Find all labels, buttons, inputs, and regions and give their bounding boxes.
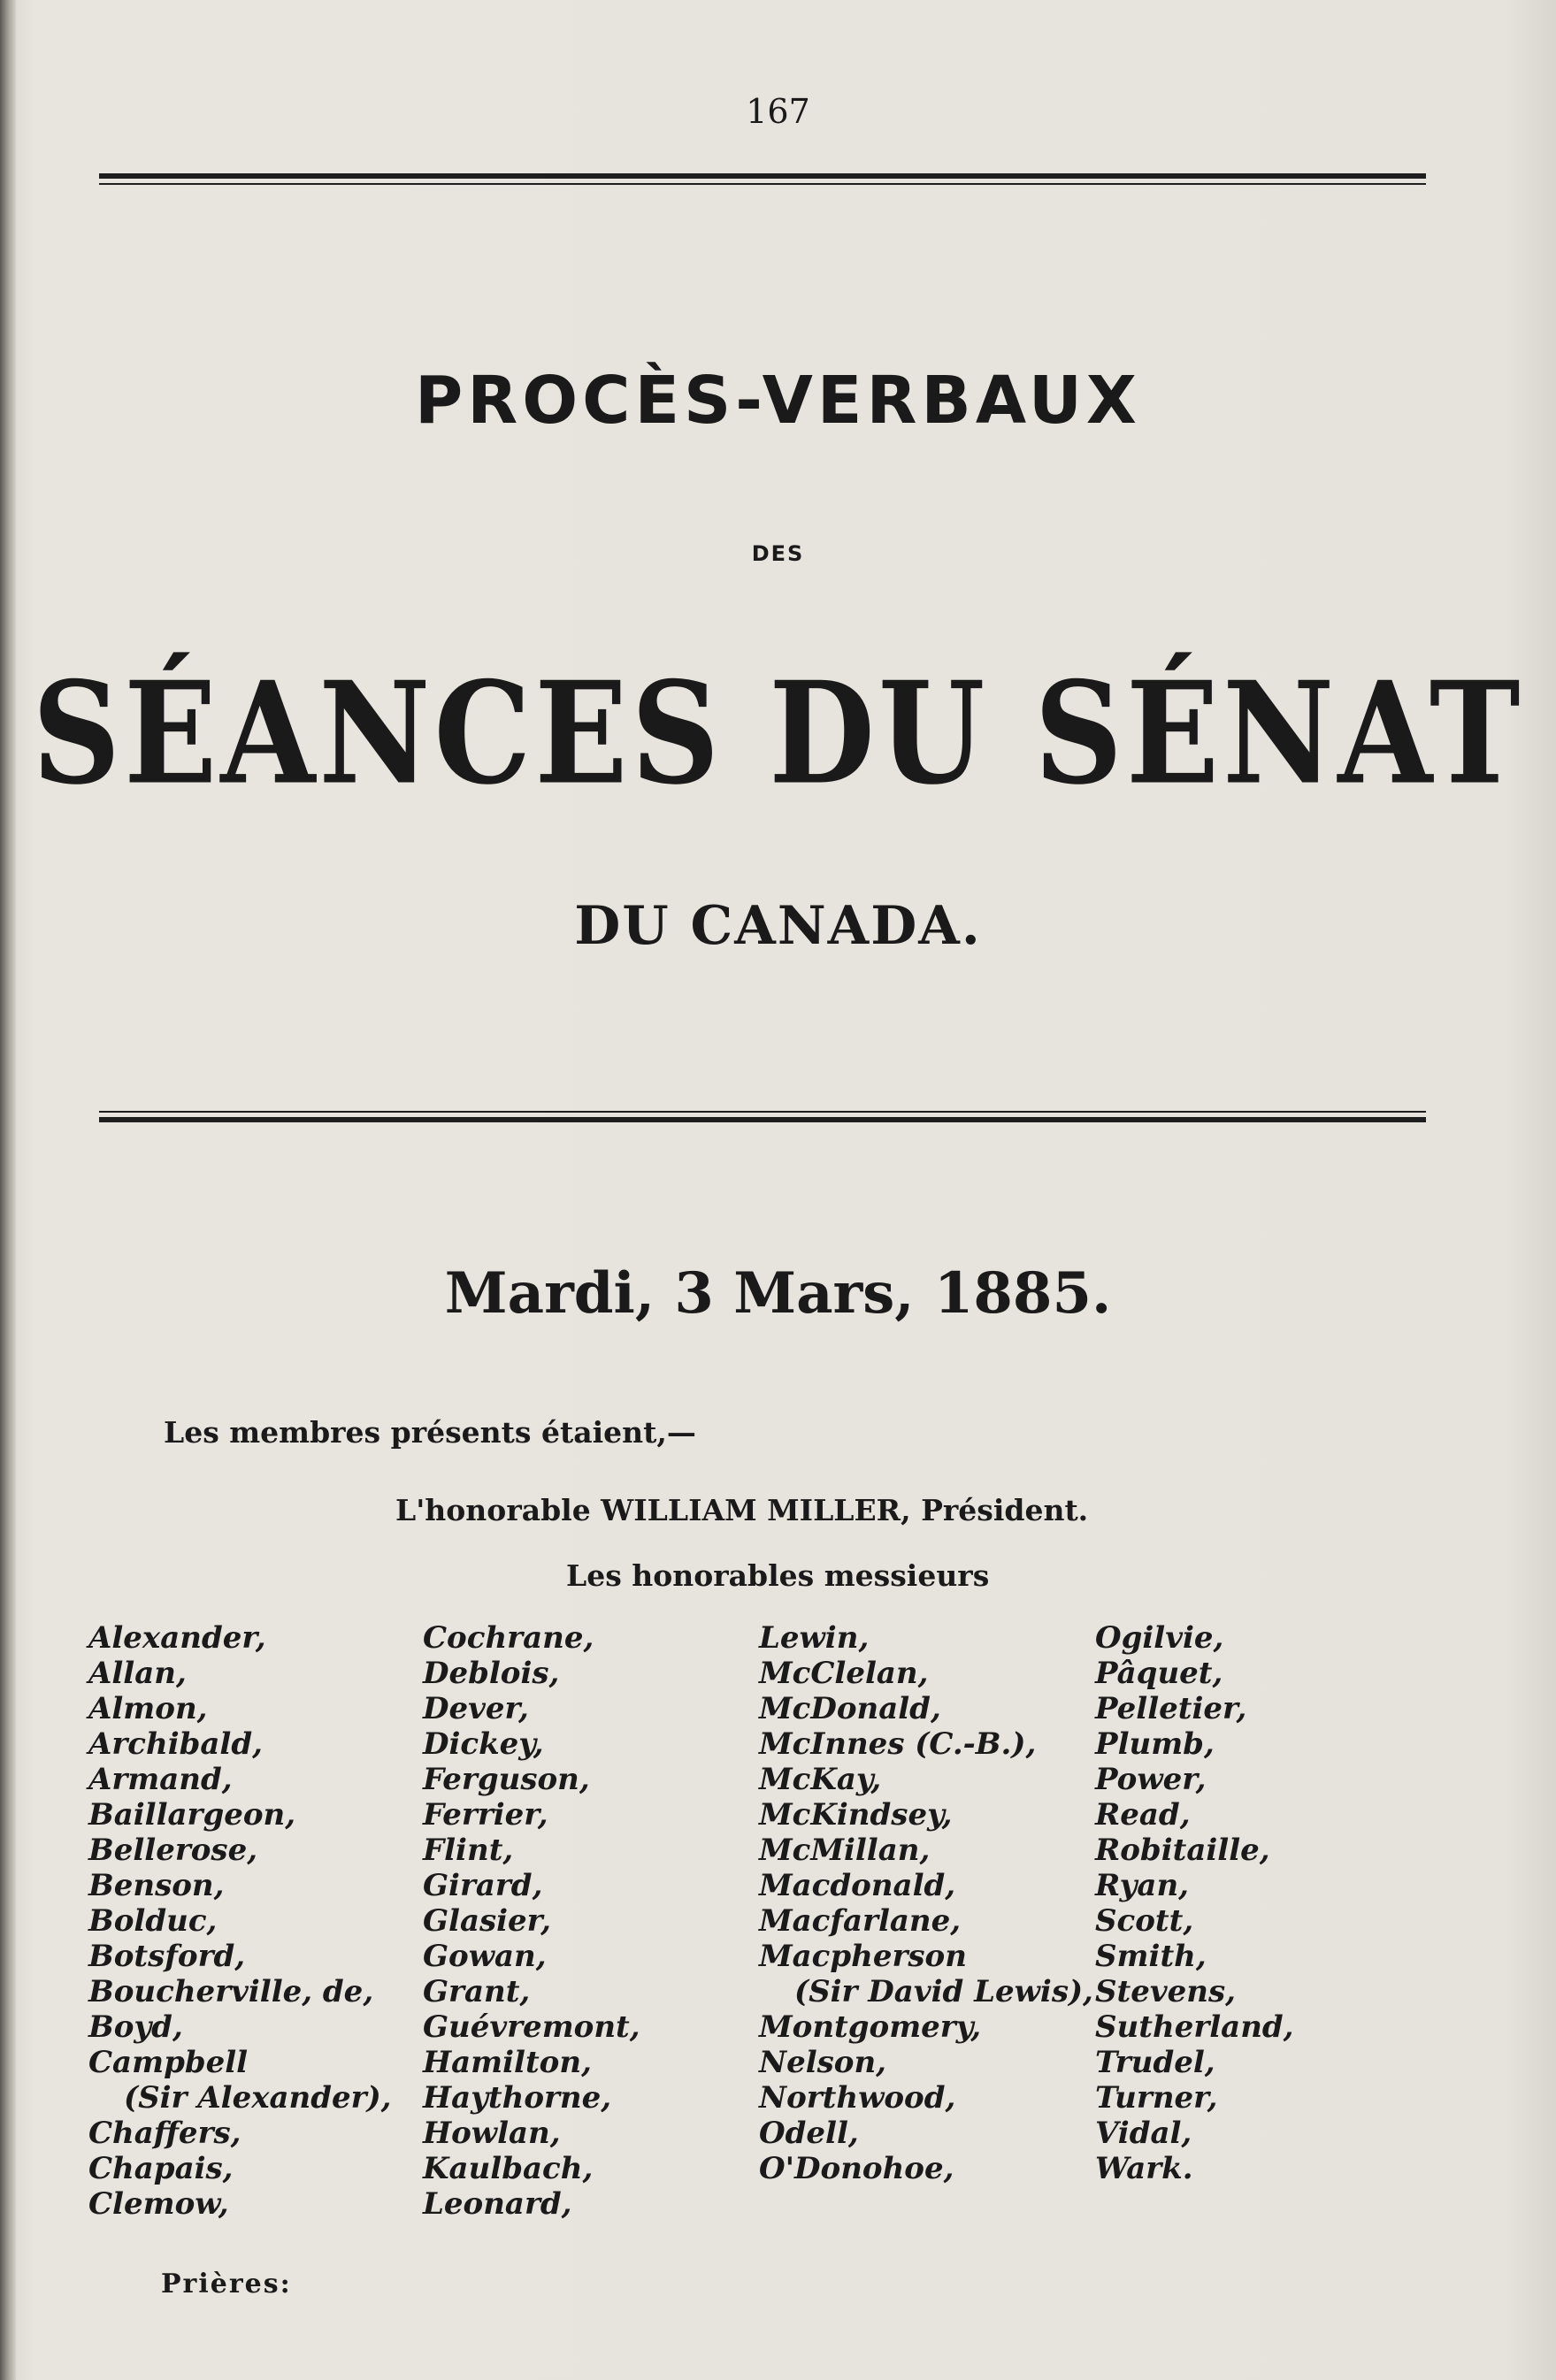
senator-name: Kaulbach, xyxy=(423,2151,594,2186)
senator-name: Boyd, xyxy=(88,2009,183,2045)
page-binding-edge xyxy=(0,0,16,2380)
senator-name: Odell, xyxy=(759,2116,859,2151)
senator-name: Benson, xyxy=(88,1868,225,1903)
senator-name: McDonald, xyxy=(759,1691,941,1726)
senator-name: Northwood, xyxy=(759,2080,956,2116)
senator-name: Armand, xyxy=(88,1762,233,1797)
senator-name: Macdonald, xyxy=(759,1868,956,1903)
senator-name: Alexander, xyxy=(88,1620,266,1656)
senator-name: Ogilvie, xyxy=(1095,1620,1224,1656)
senator-name: McClelan, xyxy=(759,1656,929,1691)
senator-name: Guévremont, xyxy=(423,2009,640,2045)
senator-name: Turner, xyxy=(1095,2080,1218,2116)
senator-name: Cochrane, xyxy=(423,1620,594,1656)
senator-column-2 xyxy=(423,1620,640,2222)
senator-name: Pâquet, xyxy=(1095,1656,1223,1691)
senator-name: Flint, xyxy=(423,1833,514,1868)
senator-name: Read, xyxy=(1095,1797,1191,1833)
senator-name: Ryan, xyxy=(1095,1868,1190,1903)
senator-name: Power, xyxy=(1095,1762,1207,1797)
senator-name: Bellerose, xyxy=(88,1833,258,1868)
senator-name: Bolduc, xyxy=(88,1903,218,1939)
senator-name: Stevens, xyxy=(1095,1974,1236,2009)
senator-name: Allan, xyxy=(88,1656,187,1691)
prayers-heading: Prières: xyxy=(161,2269,292,2300)
senator-name: McInnes (C.-B.), xyxy=(759,1726,1037,1762)
senator-name: Dever, xyxy=(423,1691,529,1726)
session-date: Mardi, 3 Mars, 1885. xyxy=(444,1260,1112,1327)
title-rule xyxy=(99,1111,1426,1122)
senator-name: Campbell xyxy=(88,2045,249,2080)
senator-name: Sutherland, xyxy=(1095,2009,1294,2045)
president-line: L'honorable WILLIAM MILLER, Président. xyxy=(395,1493,1089,1527)
senator-name: Chaffers, xyxy=(88,2116,241,2151)
senator-name: Haythorne, xyxy=(423,2080,612,2116)
senator-name: Dickey, xyxy=(423,1726,544,1762)
senator-name: Vidal, xyxy=(1095,2116,1192,2151)
senator-name: Grant, xyxy=(423,1974,531,2009)
senator-name: Chapais, xyxy=(88,2151,234,2186)
page-number: 167 xyxy=(746,92,810,131)
honorables-messieurs-heading: Les honorables messieurs xyxy=(566,1558,990,1593)
senator-column-4 xyxy=(1095,1620,1294,2186)
header-rule xyxy=(99,173,1426,185)
senator-name-continuation: (Sir Alexander), xyxy=(124,2080,392,2116)
senator-name: Ferrier, xyxy=(423,1797,548,1833)
senator-name: Howlan, xyxy=(423,2116,561,2151)
senator-name: Smith, xyxy=(1095,1939,1207,1974)
senator-name: Macpherson xyxy=(759,1939,967,1974)
senator-name: Gowan, xyxy=(423,1939,547,1974)
senator-name: Almon, xyxy=(88,1691,208,1726)
senator-name: Leonard, xyxy=(423,2186,572,2222)
senator-column-3 xyxy=(759,1620,1093,2186)
senator-name: Baillargeon, xyxy=(88,1797,296,1833)
senator-name: McKay, xyxy=(759,1762,882,1797)
senator-name: Wark. xyxy=(1095,2151,1193,2186)
title-proces-verbaux: PROCÈS-VERBAUX xyxy=(415,363,1141,439)
senator-column-1 xyxy=(88,1620,392,2222)
senator-name: Lewin, xyxy=(759,1620,870,1656)
senator-name: Trudel, xyxy=(1095,2045,1215,2080)
senator-name-continuation: (Sir David Lewis), xyxy=(794,1974,1093,2009)
senator-name: Plumb, xyxy=(1095,1726,1215,1762)
senator-name: Macfarlane, xyxy=(759,1903,962,1939)
senator-name: Montgomery, xyxy=(759,2009,982,2045)
senator-name: Archibald, xyxy=(88,1726,263,1762)
senator-name: McKindsey, xyxy=(759,1797,953,1833)
senator-name: Scott, xyxy=(1095,1903,1194,1939)
senator-name: Boucherville, de, xyxy=(88,1974,374,2009)
senator-name: Deblois, xyxy=(423,1656,560,1691)
title-des: DES xyxy=(751,541,805,566)
senator-name: O'Donohoe, xyxy=(759,2151,954,2186)
senator-name: Clemow, xyxy=(88,2186,229,2222)
senator-name: Nelson, xyxy=(759,2045,887,2080)
senator-name: Hamilton, xyxy=(423,2045,592,2080)
senator-name: Robitaille, xyxy=(1095,1833,1270,1868)
senator-name: Glasier, xyxy=(423,1903,551,1939)
senator-name: Pelletier, xyxy=(1095,1691,1247,1726)
senator-name: Botsford, xyxy=(88,1939,246,1974)
title-du-canada: DU CANADA. xyxy=(574,895,982,957)
senator-name: Girard, xyxy=(423,1868,543,1903)
senator-name: Ferguson, xyxy=(423,1762,590,1797)
members-present-intro: Les membres présents étaient,— xyxy=(164,1415,696,1450)
senator-name: McMillan, xyxy=(759,1833,931,1868)
title-seances-du-senat: SÉANCES DU SÉNAT xyxy=(32,650,1524,816)
